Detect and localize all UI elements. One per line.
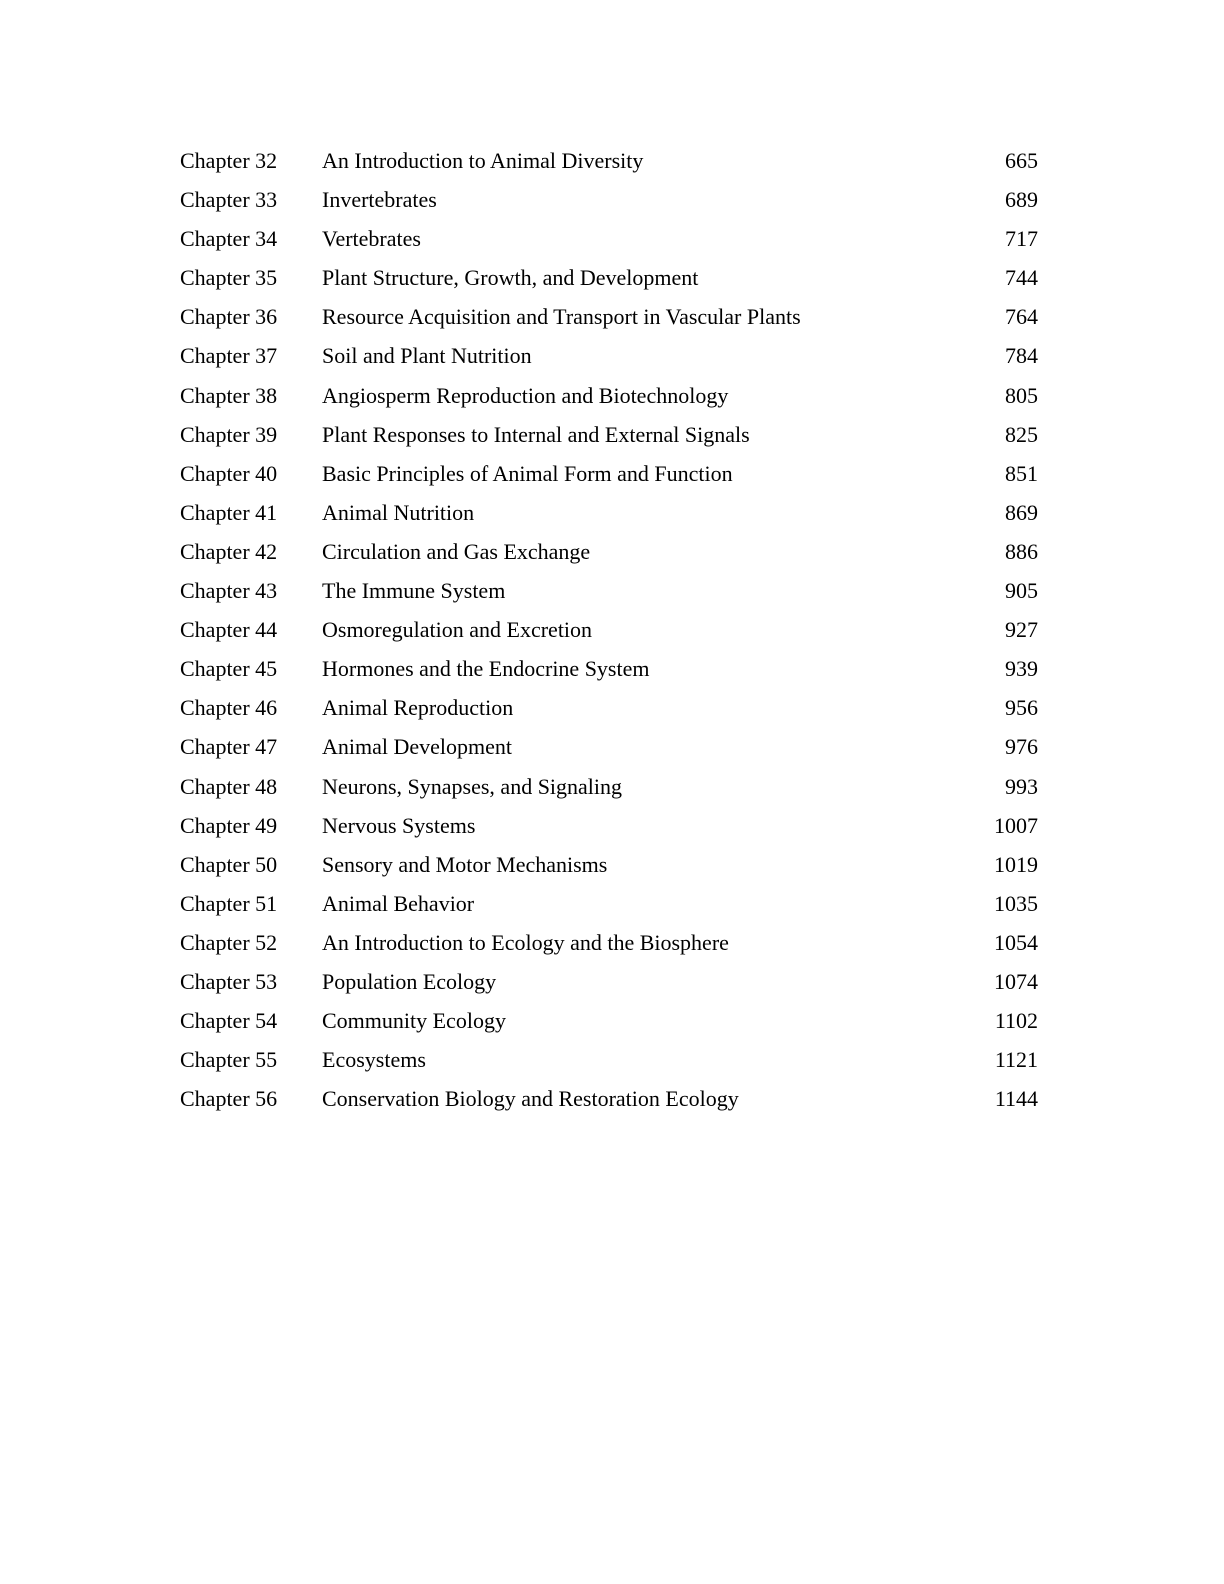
chapter-title: An Introduction to Animal Diversity bbox=[322, 148, 644, 173]
toc-entry bbox=[180, 376, 1038, 415]
chapter-title: Animal Development bbox=[322, 734, 513, 760]
chapter-title: An Introduction to Ecology and the Biosphere bbox=[322, 929, 729, 955]
page-number: 905 bbox=[1005, 578, 1038, 604]
page-number: 1121 bbox=[994, 1047, 1038, 1073]
chapter-title: Soil and Plant Nutrition bbox=[322, 343, 532, 369]
toc-entry bbox=[180, 1079, 1038, 1118]
page-number: 851 bbox=[1005, 460, 1038, 486]
toc-entry bbox=[180, 219, 1038, 258]
chapter-title: Community Ecology bbox=[322, 1008, 506, 1034]
page-number: 665 bbox=[1005, 148, 1038, 173]
toc-entry bbox=[180, 415, 1038, 454]
page-number: 993 bbox=[1005, 773, 1038, 799]
page-number: 825 bbox=[1005, 421, 1038, 447]
page-number: 927 bbox=[1005, 617, 1038, 643]
chapter-number: Chapter 49 bbox=[180, 812, 278, 838]
page-number: 717 bbox=[1005, 226, 1038, 252]
toc-entry bbox=[180, 180, 1038, 219]
chapter-number: Chapter 32 bbox=[180, 148, 278, 173]
toc-entry bbox=[180, 806, 1038, 845]
chapter-title: Resource Acquisition and Transport in Vascular Plants bbox=[322, 304, 801, 330]
toc-entry bbox=[180, 493, 1038, 532]
toc-entry bbox=[180, 571, 1038, 610]
toc-entry bbox=[180, 1001, 1038, 1040]
chapter-title: Angiosperm Reproduction and Biotechnology bbox=[322, 382, 729, 408]
chapter-number: Chapter 37 bbox=[180, 343, 278, 369]
page-number: 784 bbox=[1005, 343, 1038, 369]
toc-entry bbox=[180, 923, 1038, 962]
toc-entry bbox=[180, 727, 1038, 766]
chapter-title: Animal Nutrition bbox=[322, 499, 475, 525]
page-number: 1007 bbox=[994, 812, 1038, 838]
page-number: 869 bbox=[1005, 499, 1038, 525]
page-number: 764 bbox=[1005, 304, 1038, 330]
chapter-number: Chapter 40 bbox=[180, 460, 278, 486]
chapter-title: Invertebrates bbox=[322, 187, 437, 213]
toc-entry bbox=[180, 454, 1038, 493]
chapter-number: Chapter 54 bbox=[180, 1008, 278, 1034]
chapter-title: Plant Responses to Internal and External Signals bbox=[322, 421, 750, 447]
page-number: 939 bbox=[1005, 656, 1038, 682]
chapter-title: The Immune System bbox=[322, 578, 506, 604]
chapter-number: Chapter 41 bbox=[180, 499, 278, 525]
page-number: 956 bbox=[1005, 695, 1038, 721]
chapter-title: Conservation Biology and Restoration Ecology bbox=[322, 1086, 739, 1112]
toc-entry bbox=[180, 258, 1038, 297]
chapter-number: Chapter 51 bbox=[180, 890, 278, 916]
chapter-number: Chapter 38 bbox=[180, 382, 278, 408]
toc-entry bbox=[180, 1040, 1038, 1079]
page-number: 805 bbox=[1005, 382, 1038, 408]
toc-entry bbox=[180, 336, 1038, 375]
toc-entry bbox=[180, 649, 1038, 688]
toc-entry bbox=[180, 610, 1038, 649]
page-number: 886 bbox=[1005, 538, 1038, 564]
chapter-number: Chapter 46 bbox=[180, 695, 278, 721]
chapter-title: Plant Structure, Growth, and Development bbox=[322, 265, 699, 291]
page-number: 1019 bbox=[994, 851, 1038, 877]
toc-entry bbox=[180, 297, 1038, 336]
chapter-number: Chapter 44 bbox=[180, 617, 278, 643]
chapter-title: Animal Reproduction bbox=[322, 695, 514, 721]
chapter-number: Chapter 34 bbox=[180, 226, 278, 252]
chapter-number: Chapter 52 bbox=[180, 929, 278, 955]
page-number: 1144 bbox=[994, 1086, 1038, 1112]
chapter-number: Chapter 33 bbox=[180, 187, 278, 213]
chapter-number: Chapter 53 bbox=[180, 968, 278, 994]
toc-entry bbox=[180, 845, 1038, 884]
page-number: 1035 bbox=[994, 890, 1038, 916]
chapter-number: Chapter 56 bbox=[180, 1086, 278, 1112]
chapter-title: Population Ecology bbox=[322, 968, 497, 994]
toc-entry bbox=[180, 532, 1038, 571]
chapter-number: Chapter 50 bbox=[180, 851, 278, 877]
chapter-title: Osmoregulation and Excretion bbox=[322, 617, 593, 643]
chapter-number: Chapter 42 bbox=[180, 538, 278, 564]
page-number: 689 bbox=[1005, 187, 1038, 213]
page-number: 976 bbox=[1005, 734, 1038, 760]
page-number: 744 bbox=[1005, 265, 1038, 291]
chapter-title: Nervous Systems bbox=[322, 812, 476, 838]
toc-entry bbox=[180, 962, 1038, 1001]
page-number: 1054 bbox=[994, 929, 1038, 955]
chapter-title: Neurons, Synapses, and Signaling bbox=[322, 773, 623, 799]
chapter-title: Basic Principles of Animal Form and Function bbox=[322, 460, 733, 486]
page-number: 1102 bbox=[994, 1008, 1038, 1034]
chapter-number: Chapter 43 bbox=[180, 578, 278, 604]
chapter-title: Hormones and the Endocrine System bbox=[322, 656, 650, 682]
chapter-title: Ecosystems bbox=[322, 1047, 426, 1073]
toc-entry bbox=[180, 884, 1038, 923]
chapter-title: Circulation and Gas Exchange bbox=[322, 538, 591, 564]
chapter-number: Chapter 35 bbox=[180, 265, 278, 291]
chapter-number: Chapter 45 bbox=[180, 656, 278, 682]
table-of-contents bbox=[180, 141, 1038, 1118]
toc-entry bbox=[180, 688, 1038, 727]
chapter-title: Animal Behavior bbox=[322, 890, 475, 916]
chapter-number: Chapter 47 bbox=[180, 734, 278, 760]
chapter-title: Sensory and Motor Mechanisms bbox=[322, 851, 608, 877]
chapter-number: Chapter 48 bbox=[180, 773, 278, 799]
chapter-number: Chapter 36 bbox=[180, 304, 278, 330]
chapter-number: Chapter 39 bbox=[180, 421, 278, 447]
chapter-number: Chapter 55 bbox=[180, 1047, 278, 1073]
page-number: 1074 bbox=[994, 968, 1038, 994]
toc-entry bbox=[180, 767, 1038, 806]
chapter-title: Vertebrates bbox=[322, 226, 421, 252]
toc-entry bbox=[180, 141, 1038, 180]
